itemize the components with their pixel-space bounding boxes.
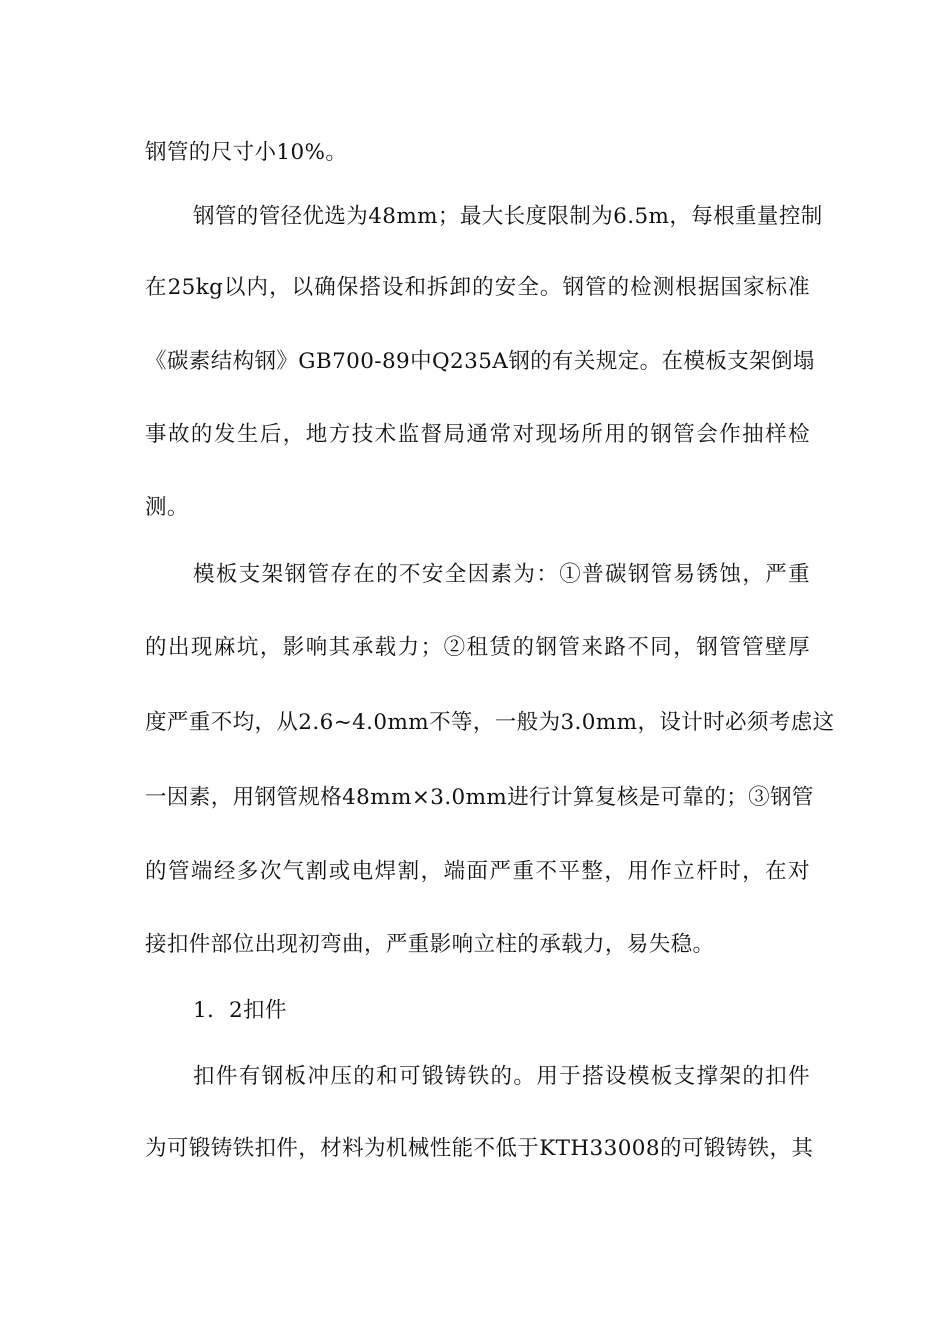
paragraph-line: 度严重不均，从2.6~4.0mm不等，一般为3.0mm，设计时必须考虑这 (145, 710, 835, 735)
paragraph-line: 事故的发生后，地方技术监督局通常对现场所用的钢管会作抽样检 (145, 422, 810, 447)
paragraph-line: 为可锻铸铁扣件，材料为机械性能不低于KTH33008的可锻铸铁，其 (145, 1136, 814, 1161)
section-heading: 1．2扣件 (193, 998, 287, 1023)
paragraph-line: 《碳素结构钢》GB700-89中Q235A钢的有关规定。在模板支架倒塌 (145, 349, 815, 374)
paragraph-line: 扣件有钢板冲压的和可锻铸铁的。用于搭设模板支撑架的扣件 (193, 1064, 810, 1089)
paragraph-line: 的出现麻坑，影响其承载力；②租赁的钢管来路不同，钢管管壁厚 (145, 635, 810, 660)
paragraph-line: 模板支架钢管存在的不安全因素为：①普碳钢管易锈蚀，严重 (193, 562, 810, 587)
paragraph-line: 钢管的尺寸小10%。 (145, 140, 348, 165)
paragraph-line: 一因素，用钢管规格48mm×3.0mm进行计算复核是可靠的；③钢管 (145, 785, 814, 810)
paragraph-line: 测。 (145, 495, 189, 520)
paragraph-line: 在25kg以内，以确保搭设和拆卸的安全。钢管的检测根据国家标准 (145, 275, 810, 300)
paragraph-line: 的管端经多次气割或电焊割，端面严重不平整，用作立杆时，在对 (145, 859, 810, 884)
paragraph-line: 接扣件部位出现初弯曲，严重影响立柱的承载力，易失稳。 (145, 932, 715, 957)
paragraph-line: 钢管的管径优选为48mm；最大长度限制为6.5m，每根重量控制 (193, 204, 823, 229)
